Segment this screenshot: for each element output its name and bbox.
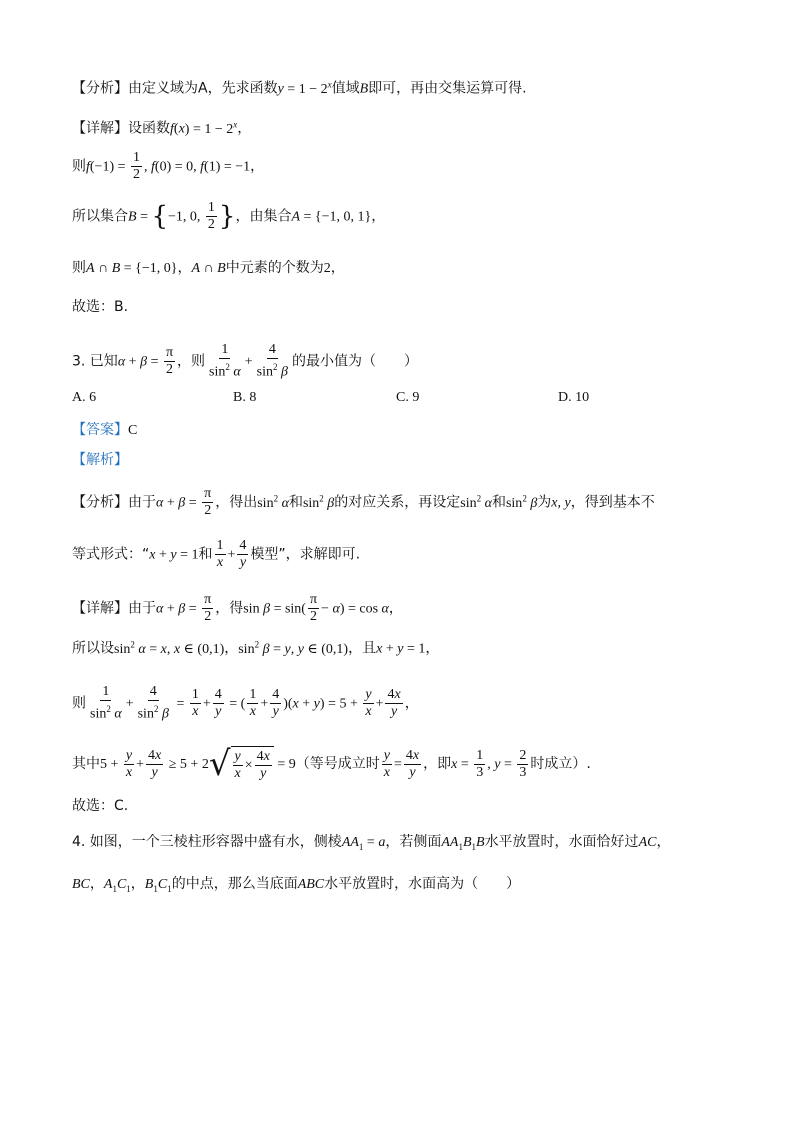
answer-value: C: [128, 423, 138, 438]
option-a: A. 6: [72, 390, 97, 405]
option-b: B. 8: [233, 390, 257, 405]
q3-inequality-line: 其中5 + $\frac{y}{x}$ + $\frac{4x}{y}$ ≥ 5 + 2 √ $\frac{y}{x}$ × $\frac{4x}{y}$ = 9（等号成立时 $\frac{y}{x}$ = $\frac{4x}{y}$ ，即x = $\frac{1}{3}$ , y = $\frac{2}{3}$ 时成立）.: [72, 744, 591, 784]
question-4: 4. 如图，一个三棱柱形容器中盛有水，侧棱$AA_1 = a$，若侧面$AA_1B_1B$水平放置时，水面恰好过AC，: [72, 834, 671, 852]
option-d: D. 10: [558, 390, 590, 405]
question-3: 3. 已知α + β = $\frac{\pi}{2}$ ，则 $\frac{1}{\sin^2 \alpha}$ + $\frac{4}{\sin^2 \beta}$ 的最小值为（ ）: [72, 342, 418, 380]
analysis-tag: 【分析】: [72, 80, 128, 97]
q3-expansion-line: 则 $\frac{1}{\sin^2 \alpha}$ + $\frac{4}{\sin^2 \beta}$ = $\frac{1}{x}$ + $\frac{4}{y}$ = ( $\frac{1}{x}$ + $\frac{4}{y}$ )(x + y) = 5 + $\frac{y}{x}$ + $\frac{4x}{y}$ ，: [72, 684, 419, 722]
question-4-cont: BC，$A_1C_1$，$B_1C_1$的中点，那么当底面ABC水平放置时，水面高为（ ）: [72, 876, 521, 894]
square-root: √ $\frac{y}{x}$ × $\frac{4x}{y}$: [209, 746, 274, 782]
q3-choice-line: 故选：C.: [72, 798, 129, 814]
answer-tag: 【答案】: [72, 422, 128, 438]
analysis-line: 【分析】由定义域为A，先求函数$y = 1 - 2^x$值域B即可，再由交集运算可得.: [72, 79, 527, 97]
fraction: $\frac{1}{2}$: [133, 150, 141, 182]
solution-tag: 【解析】: [72, 452, 128, 468]
choice-line: 故选：B.: [72, 299, 129, 315]
detail-line: 【详解】设函数$f(x) = 1 - 2^x$，: [72, 119, 252, 137]
solution-line: [72, 450, 128, 470]
detail-tag: 【详解】: [72, 120, 128, 137]
q3-detail-line: 【详解】由于α + β = $\frac{\pi}{2}$ ，得sin β = sin( $\frac{\pi}{2}$ − α) = cos α，: [72, 592, 403, 624]
set-b-line: 所以集合B = {−1, 0, $\frac{1}{2}$ }，由集合A = {−1, 0, 1}，: [72, 200, 386, 232]
q3-model-line: 等式形式：“x + y = 1和 $\frac{1}{x}$ + $\frac{4}{y}$ 模型”，求解即可.: [72, 538, 361, 570]
function-values-line: 则f(−1) = $\frac{1}{2}$ , f(0) = 0, f(1) = −1，: [72, 150, 265, 182]
answer-line: [72, 420, 137, 441]
q3-analysis-line: 【分析】由于α + β = $\frac{\pi}{2}$ ，得出$\sin^2 \alpha$和$\sin^2 \beta$的对应关系，再设定$\sin^2 \alpha$和$\sin^2 \beta$为x, y，得到基本不: [72, 486, 655, 518]
q3-substitution-line: 所以设$\sin^2 \alpha = x$, x ∈ (0,1)，$\sin^2 \beta = y$, y ∈ (0,1)，且x + y = 1，: [72, 639, 440, 657]
intersection-line: 则A ∩ B = {−1, 0}，A ∩ B中元素的个数为2，: [72, 260, 345, 276]
option-c: C. 9: [396, 390, 420, 405]
formula: y: [277, 81, 284, 97]
